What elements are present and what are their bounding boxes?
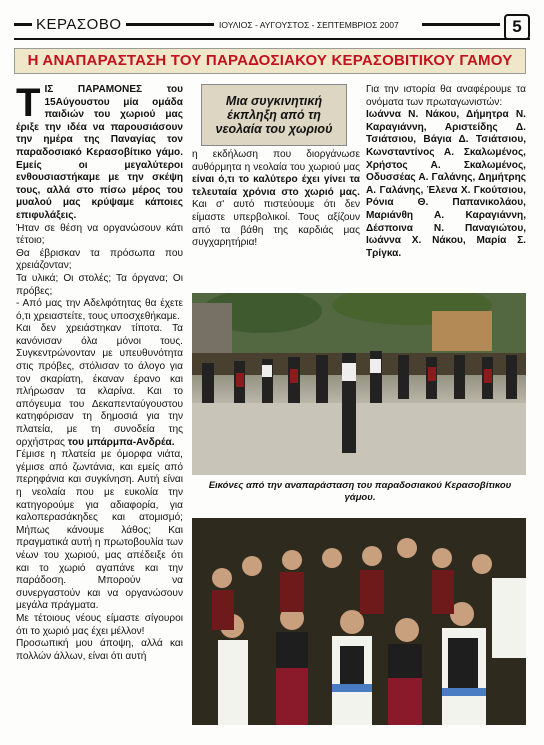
header-underline xyxy=(14,38,530,40)
photo-wedding-square xyxy=(192,293,526,475)
paragraph xyxy=(16,323,183,449)
header-rule-mid xyxy=(126,23,214,26)
page-header xyxy=(14,14,530,40)
paragraph: - Από μας την Αδελφότητας θα έχετε ό,τι χρειαστείτε, τους υποσχεθήκαμε. xyxy=(16,298,183,322)
paragraph: Θα έβρισκαν τα πρόσωπα που χρειάζονταν; xyxy=(16,247,183,272)
photo-costumed-group xyxy=(192,518,526,725)
photo-dancers-square xyxy=(192,293,526,475)
paragraph-text: η εκδήλωση που διοργάνωσε αυθόρμητα η νεολαία του χωριού μας xyxy=(192,149,360,173)
paragraph-intro: ΙΣ ΠΑΡΑΜΟΝΕΣ του 15Αύγουστου μία ομάδα παιδιών του χωριού μας έριξε την ιδέα να παρουσιάσουν την ημέρα της Παναγίας τον παραδοσιακό Κερασοβίτικο γάμο. Εμείς οι μεγαλύτεροι ενθουσιαστήκαμε με την σκέψη τους, αλλά στο πίσω μέρος του μυαλού μας κρύψαμε κάποιες επιφυλάξεις. xyxy=(16,84,183,221)
pull-quote: Μια συγκινητική έκπληξη από τη νεολαία του χωριού xyxy=(201,84,347,146)
paragraph-text: Και σ' αυτό πιστεύουμε ότι δεν είμαστε υπερβολικοί. Τους αξίζουν από τα βάθη της καρδιάς μας συγχαρητήρια! xyxy=(192,199,360,249)
paragraph xyxy=(192,149,360,250)
article-column-1 xyxy=(16,81,183,663)
paragraph: Τα υλικά; Οι στολές; Τα όργανα; Οι πρόβες; xyxy=(16,272,183,297)
photo-group-portrait xyxy=(192,518,526,725)
paragraph-bold-text: είναι ό,τι το καλύτερο έχει γίνει τα τελευταία χρόνια στο χωριό μας. xyxy=(192,174,360,198)
paragraph: Με τέτοιους νέους είμαστε σίγουροι ότι το χωριό μας έχει μέλλον! xyxy=(16,612,183,637)
paragraph: Γέμισε η πλατεία με όμορφα νιάτα, γέμισε από ζωντάνια, και εμείς από περηφάνια και συγκίνηση. Αυτή είναι η νεολαία που με ευκολία την κατηγορούμε για αδιαφορία, για καλοπερασάκηδες και ατομισμό; Μήπως κάνουμε λάθος; Και πραγματικά αυτή η πρωτοβουλία των νέων του χωριού, μας απέδειξε ότι και το χωριό αγαπάνε και την παράδοση. Μπορούν να συνεργαστούν και να οργανώσουν μεγάλα πράγματα. xyxy=(16,449,183,612)
paragraph-bold-text: του μπάρμπα-Ανδρέα. xyxy=(67,436,175,448)
dropcap: Τ xyxy=(16,81,41,125)
section-title: ΚΕΡΑΣΟΒΟ xyxy=(36,16,122,33)
paragraph: Ήταν σε θέση να οργανώσουν κάτι τέτοιο; xyxy=(16,222,183,247)
issue-date: ΙΟΥΛΙΟΣ - ΑΥΓΟΥΣΤΟΣ - ΣΕΠΤΕΜΒΡΙΟΣ 2007 xyxy=(219,20,399,30)
article-column-3 xyxy=(366,84,526,260)
page-number: 5 xyxy=(504,14,530,40)
paragraph: Για την ιστορία θα αναφέρουμε τα ονόματα των πρωταγωνιστών: xyxy=(366,84,526,108)
article-column-2 xyxy=(192,149,360,250)
header-rule-right xyxy=(422,23,500,26)
names-list: Ιωάννα Ν. Νάκου, Δήμητρα Ν. Καραγιάννη, Αριστείδης Δ. Τσιάτσιου, Βάγια Δ. Τσιάτσιου, Κωνσταντίνος Α. Σκαλωμένος, Χρήστος Α. Σκαλωμένος, Οδυσσέας Α. Γαλάνης, Δημήτρης Α. Γαλάνης, Έλενα Χ. Γκούτσιου, Ρόνια Θ. Παπανικολάου, Μαριάνθη Α. Καραγιάννη, Δέσποινα Ν. Παναγιώτου, Ιωάννα Χ. Νάκου, Μαρία Σ. Τρίγκα. xyxy=(366,109,526,259)
header-rule-left xyxy=(14,23,32,26)
paragraph-text: Και δεν χρειάστηκαν τίποτα. Τα κανόνισαν όλα μόνοι τους. Συγκεντρώνονταν με υπευθυνότητα στις πρόβες, στόλισαν το άλογο για τον σκαρίατη, έκαναν έρανο και πλήρωσαν τα κλαρίνα. Και το απόγευμα του Δεκαπενταύγουστου κατηφόρισαν τη δημοσιά για την πλατεία, με τη συνοδεία της ορχήστρας xyxy=(16,323,183,448)
article-headline: Η ΑΝΑΠΑΡΑΣΤΑΣΗ ΤΟΥ ΠΑΡΑΔΟΣΙΑΚΟΥ ΚΕΡΑΣΟΒΙΤΙΚΟΥ ΓΑΜΟΥ xyxy=(14,48,526,74)
photo-caption: Εικόνες από την αναπαράσταση του παραδοσιακού Κερασοβίτικου γάμου. xyxy=(208,480,512,503)
paragraph: Προσωπική μου άποψη, αλλά και πολλών άλλων, είναι ότι αυτή xyxy=(16,638,183,662)
